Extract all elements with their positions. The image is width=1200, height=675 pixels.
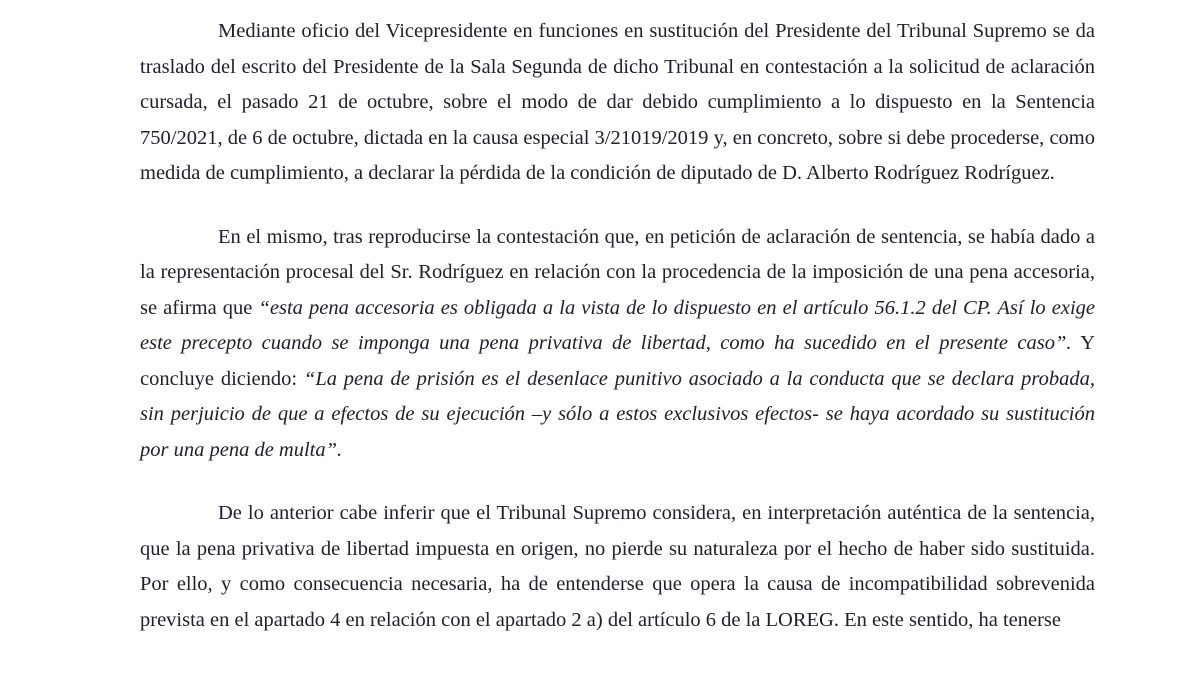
paragraph-2-quote-2: “La pena de prisión es el desenlace punitivo asociado a la conducta que se declara probada, sin perjuicio de que a efectos de su ejecución –y sólo a estos exclusivos efectos- se haya acordado su sustitución por una pena de multa”. [140,367,1095,461]
paragraph-3 [140,496,1095,638]
paragraph-3-text: De lo anterior cabe inferir que el Tribunal Supremo considera, en interpretación auténtica de la sentencia, que la pena privativa de libertad impuesta en origen, no pierde su naturaleza por el hecho de haber sido sustituida. Por ello, y como consecuencia necesaria, ha de entenderse que opera la causa de incompatibilidad sobrevenida prevista en el apartado 4 en relación con el apartado 2 a) del artículo 6 de la LOREG. En este sentido, ha tenerse [140,502,1095,631]
paragraph-2 [140,220,1095,469]
paragraph-1 [140,14,1095,192]
paragraph-1-text: Mediante oficio del Vicepresidente en funciones en sustitución del Presidente del Tribunal Supremo se da traslado del escrito del Presidente de la Sala Segunda de dicho Tribunal en contestación a la solicitud de aclaración cursada, el pasado 21 de octubre, sobre el modo de dar debido cumplimiento a lo dispuesto en la Sentencia 750/2021, de 6 de octubre, dictada en la causa especial 3/21019/2019 y, en concreto, sobre si debe procederse, como medida de cumplimiento, a declarar la pérdida de la condición de diputado de D. Alberto Rodríguez Rodríguez. [140,20,1095,184]
document-body [140,14,1095,638]
paragraph-2-text-part-2: Y concluye diciendo: [140,332,1096,390]
paragraph-2-text-part-1: En el mismo, tras reproducirse la contestación que, en petición de aclaración de sentencia, se había dado a la representación procesal del Sr. Rodríguez en relación con la procedencia de la imposición de una pena accesoria, se afirma que [140,225,1095,319]
paragraph-2-quote-1: “esta pena accesoria es obligada a la vista de lo dispuesto en el artículo 56.1.2 del CP. Así lo exige este precepto cuando se imponga una pena privativa de libertad, como ha sucedido en el presente caso”. [140,296,1095,354]
